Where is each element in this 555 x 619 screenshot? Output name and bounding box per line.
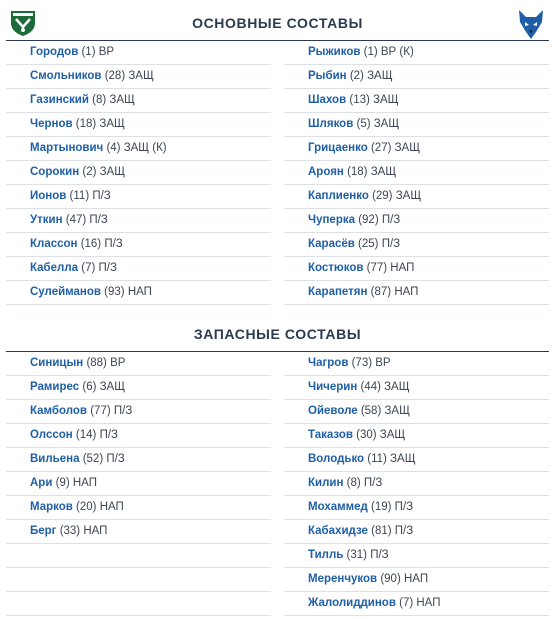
home-player-info: (33) НАП: [59, 525, 108, 537]
away-player-info: (8) П/З: [346, 477, 383, 489]
home-player-name-link[interactable]: Синицын: [30, 357, 84, 369]
away-player-cell: [308, 209, 400, 232]
home-player-cell: [30, 424, 118, 447]
away-player-name-link[interactable]: Ароян: [308, 166, 344, 178]
home-player-cell: [30, 257, 117, 280]
home-player-name-link[interactable]: Олссон: [30, 429, 73, 441]
away-player-cell: [308, 161, 396, 184]
home-player-cell: [30, 496, 124, 519]
away-player-info: (29) ЗАЩ: [372, 190, 422, 202]
away-player-name-link[interactable]: Чуперка: [308, 214, 355, 226]
home-player-cell: [30, 233, 123, 256]
subs-lineups-title: ЗАПАСНЫЕ СОСТАВЫ: [193, 326, 362, 342]
away-player-info: (90) НАП: [380, 573, 429, 585]
lineup-row: [6, 592, 549, 616]
row-divider: [284, 615, 549, 616]
away-player-cell: [308, 185, 421, 208]
away-player-name-link[interactable]: Ойеволе: [308, 405, 358, 417]
home-player-info: (47) П/З: [65, 214, 108, 226]
away-player-cell: [308, 352, 391, 375]
home-player-name-link[interactable]: Ари: [30, 477, 53, 489]
away-player-name-link[interactable]: Жалолиддинов: [308, 597, 396, 609]
home-player-name-link[interactable]: Камболов: [30, 405, 88, 417]
lineup-row: [6, 233, 549, 257]
subs-lineups-table: [6, 352, 549, 616]
away-player-cell: [308, 281, 418, 304]
home-player-info: (52) П/З: [82, 453, 125, 465]
away-player-info: (73) ВР: [351, 357, 391, 369]
away-player-cell: [308, 592, 441, 615]
home-player-name-link[interactable]: Уткин: [30, 214, 63, 226]
away-player-info: (81) П/З: [371, 525, 414, 537]
home-player-info: (14) П/З: [75, 429, 118, 441]
home-player-name-link[interactable]: Ионов: [30, 190, 67, 202]
lineup-row: [6, 376, 549, 400]
home-player-info: (7) П/З: [81, 262, 117, 274]
home-player-name-link[interactable]: Вильена: [30, 453, 80, 465]
away-player-info: (19) П/З: [371, 501, 414, 513]
home-player-info: (28) ЗАЩ: [104, 70, 154, 82]
away-player-cell: [308, 568, 428, 591]
away-player-cell: [308, 496, 413, 519]
home-player-cell: [30, 520, 107, 543]
away-player-name-link[interactable]: Мохаммед: [308, 501, 368, 513]
home-player-cell: [30, 113, 125, 136]
home-player-info: (88) ВР: [86, 357, 126, 369]
home-player-cell: [30, 137, 167, 160]
main-lineups-table: [6, 41, 549, 305]
away-player-info: (5) ЗАЩ: [356, 118, 400, 130]
away-player-info: (11) ЗАЩ: [367, 453, 416, 465]
away-player-name-link[interactable]: Рыбин: [308, 70, 347, 82]
lineup-row: [6, 352, 549, 376]
row-divider: [284, 304, 549, 305]
away-player-info: (7) НАП: [399, 597, 441, 609]
away-player-cell: [308, 65, 392, 88]
home-player-name-link[interactable]: Сорокин: [30, 166, 80, 178]
away-player-info: (1) ВР (К): [363, 46, 414, 58]
home-player-cell: [30, 65, 154, 88]
home-player-info: (16) П/З: [80, 238, 123, 250]
home-player-name-link[interactable]: Газинский: [30, 94, 89, 106]
away-player-cell: [308, 400, 410, 423]
home-player-name-link[interactable]: Мартынович: [30, 142, 104, 154]
home-player-cell: [30, 89, 135, 112]
home-player-info: (20) НАП: [76, 501, 124, 513]
away-player-cell: [308, 41, 414, 64]
home-player-name-link[interactable]: Классон: [30, 238, 78, 250]
away-player-cell: [308, 424, 405, 447]
home-player-cell: [30, 448, 125, 471]
home-player-info: (1) ВР: [81, 46, 115, 58]
away-player-info: (25) П/З: [358, 238, 401, 250]
home-player-cell: [30, 376, 125, 399]
row-divider: [6, 615, 271, 616]
away-player-info: (92) П/З: [358, 214, 401, 226]
away-player-info: (31) П/З: [346, 549, 389, 561]
away-player-cell: [308, 233, 400, 256]
away-player-name-link[interactable]: Шляков: [308, 118, 354, 130]
away-player-info: (44) ЗАЩ: [360, 381, 410, 393]
home-player-name-link[interactable]: Марков: [30, 501, 73, 513]
away-player-cell: [308, 472, 382, 495]
home-player-cell: [30, 41, 114, 64]
home-player-info: (11) П/З: [69, 190, 111, 202]
away-player-cell: [308, 448, 415, 471]
away-player-info: (87) НАП: [370, 286, 419, 298]
away-player-name-link[interactable]: Грицаенко: [308, 142, 368, 154]
away-player-cell: [308, 257, 414, 280]
home-player-cell: [30, 281, 152, 304]
away-player-name-link[interactable]: Тилль: [308, 549, 344, 561]
home-player-cell: [30, 400, 132, 423]
lineup-row: [6, 41, 549, 65]
away-player-name-link[interactable]: Кабахидзе: [308, 525, 368, 537]
home-player-name-link[interactable]: Городов: [30, 46, 79, 58]
home-player-name-link[interactable]: Берг: [30, 525, 57, 537]
away-player-name-link[interactable]: Шахов: [308, 94, 347, 106]
home-player-info: (93) НАП: [104, 286, 152, 298]
lineup-row: [6, 520, 549, 544]
away-player-name-link[interactable]: Таказов: [308, 429, 353, 441]
lineup-row: [6, 161, 549, 185]
lineup-row: [6, 448, 549, 472]
away-player-cell: [308, 376, 410, 399]
lineup-row: [6, 185, 549, 209]
away-player-name-link[interactable]: Каплиенко: [308, 190, 369, 202]
lineup-row: [6, 137, 549, 161]
away-player-info: (2) ЗАЩ: [349, 70, 393, 82]
home-player-cell: [30, 209, 108, 232]
lineup-row: [6, 209, 549, 233]
away-player-info: (18) ЗАЩ: [347, 166, 397, 178]
lineup-row: [6, 257, 549, 281]
home-player-info: (18) ЗАЩ: [75, 118, 125, 130]
main-lineups-title: ОСНОВНЫЕ СОСТАВЫ: [192, 15, 363, 31]
lineup-row: [6, 89, 549, 113]
home-player-name-link[interactable]: Чернов: [30, 118, 73, 130]
home-player-cell: [30, 185, 111, 208]
lineup-row: [6, 400, 549, 424]
home-player-info: (2) ЗАЩ: [82, 166, 126, 178]
away-player-name-link[interactable]: Карапетян: [308, 286, 368, 298]
away-player-info: (27) ЗАЩ: [370, 142, 421, 154]
away-player-name-link[interactable]: Меренчуков: [308, 573, 378, 585]
away-player-info: (58) ЗАЩ: [360, 405, 410, 417]
home-player-info: (77) П/З: [90, 405, 133, 417]
lineup-row: [6, 65, 549, 89]
lineup-row: [6, 113, 549, 137]
away-player-name-link[interactable]: Чагров: [308, 357, 349, 369]
home-player-cell: [30, 161, 125, 184]
home-player-name-link[interactable]: Кабелла: [30, 262, 79, 274]
away-player-name-link[interactable]: Рыжиков: [308, 46, 361, 58]
home-player-cell: [30, 352, 125, 375]
away-player-name-link[interactable]: Костюков: [308, 262, 364, 274]
row-divider: [6, 304, 271, 305]
home-player-name-link[interactable]: Сулейманов: [30, 286, 101, 298]
away-player-cell: [308, 520, 413, 543]
away-player-info: (13) ЗАЩ: [349, 94, 399, 106]
away-player-cell: [308, 137, 420, 160]
lineup-row: [6, 281, 549, 305]
away-player-info: (30) ЗАЩ: [356, 429, 406, 441]
home-player-name-link[interactable]: Смольников: [30, 70, 102, 82]
away-player-name-link[interactable]: Килин: [308, 477, 344, 489]
home-player-info: (6) ЗАЩ: [82, 381, 126, 393]
away-player-cell: [308, 113, 399, 136]
away-player-info: (77) НАП: [366, 262, 415, 274]
lineup-row: [6, 496, 549, 520]
lineup-row: [6, 544, 549, 568]
home-player-info: (8) ЗАЩ: [92, 94, 135, 106]
away-player-name-link[interactable]: Володько: [308, 453, 365, 465]
home-player-info: (9) НАП: [55, 477, 97, 489]
lineup-row: [6, 568, 549, 592]
away-player-name-link[interactable]: Чичерин: [308, 381, 358, 393]
home-player-cell: [30, 472, 97, 495]
lineup-row: [6, 472, 549, 496]
away-player-cell: [308, 89, 398, 112]
away-player-cell: [308, 544, 389, 567]
lineup-row: [6, 424, 549, 448]
home-player-name-link[interactable]: Рамирес: [30, 381, 80, 393]
home-player-info: (4) ЗАЩ (К): [106, 142, 167, 154]
away-player-name-link[interactable]: Карасёв: [308, 238, 355, 250]
